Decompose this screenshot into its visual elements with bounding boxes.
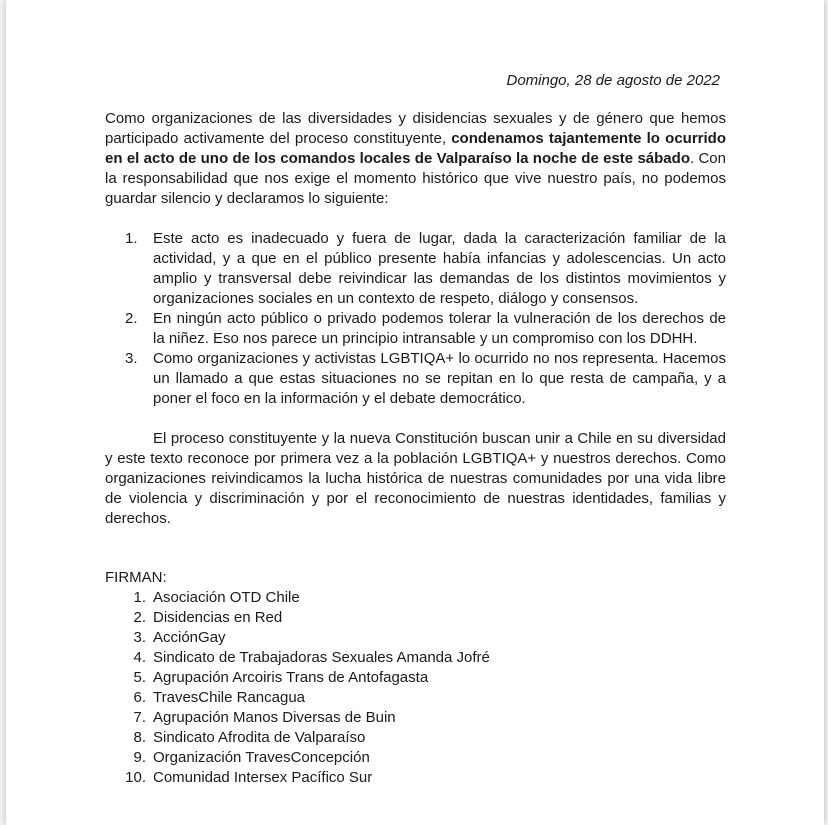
signer-item [105, 768, 726, 788]
declaration-number: 2. [125, 310, 138, 327]
declaration-text: Este acto es inadecuado y fuera de lugar, dada la caracterización familiar de la actividad, y a que en el público presente había infancias y adolescencias. Un acto amplio y transversal debe reivindicar las demandas de los distintos movimientos y organizaciones sociales en un contexto de respeto, diálogo y consensos. [153, 230, 726, 307]
signer-number: 1. [133, 589, 146, 606]
signer-item [105, 728, 726, 748]
signer-item [105, 668, 726, 688]
signer-number: 7. [133, 709, 146, 726]
signer-name: Agrupación Manos Diversas de Buin [153, 709, 396, 726]
signer-number: 8. [133, 729, 146, 746]
signer-name: Sindicato Afrodita de Valparaíso [153, 729, 366, 746]
intro-tail: . Con la responsabilidad que nos exige el momento histórico que vive nuestro país, no podemos guardar silencio y declaramos lo siguiente: [105, 150, 726, 207]
signers-heading: FIRMAN: [105, 569, 167, 586]
signer-name: Disidencias en Red [153, 609, 283, 626]
signers-list [105, 588, 726, 788]
signer-item [105, 648, 726, 668]
signer-name: Comunidad Intersex Pacífico Sur [153, 769, 373, 786]
intro-paragraph [105, 109, 726, 209]
signer-item [105, 708, 726, 728]
signer-name: Asociación OTD Chile [153, 589, 300, 606]
signer-number: 10. [125, 769, 146, 786]
declaration-item [105, 349, 726, 409]
intro-lead: Como organizaciones de las diversidades y disidencias sexuales y de género que hemos participado activamente del proceso constituyente, [105, 110, 726, 147]
signer-name: AcciónGay [153, 629, 226, 646]
declaration-number: 1. [125, 230, 138, 247]
signer-number: 2. [133, 609, 146, 626]
signer-item [105, 688, 726, 708]
declaration-list [105, 229, 726, 409]
declaration-item [105, 229, 726, 309]
signer-name: Agrupación Arcoiris Trans de Antofagasta [153, 669, 429, 686]
signer-item [105, 748, 726, 768]
signer-item [105, 628, 726, 648]
declaration-text: En ningún acto público o privado podemos tolerar la vulneración de los derechos de la niñez. Eso nos parece un principio intransable y un compromiso con los DDHH. [153, 310, 726, 347]
closing-paragraph: El proceso constituyente y la nueva Constitución buscan unir a Chile en su diversidad y este texto reconoce por primera vez a la población LGBTIQA+ y nuestros derechos. Como organizaciones reivindicamos la lucha histórica de nuestras comunidades por una vida libre de violencia y discriminación y por el reconocimiento de nuestras identidades, familias y derechos. [105, 430, 726, 527]
intro-bold-statement: condenamos tajantemente lo ocurrido en el acto de uno de los comandos locales de Valparaíso la noche de este sábado [105, 130, 726, 167]
signer-number: 6. [133, 689, 146, 706]
signer-number: 5. [133, 669, 146, 686]
declaration-item [105, 309, 726, 349]
document-date: Domingo, 28 de agosto de 2022 [506, 72, 720, 89]
signer-item [105, 588, 726, 608]
signer-number: 4. [133, 649, 146, 666]
signer-number: 9. [133, 749, 146, 766]
declaration-number: 3. [125, 350, 138, 367]
signer-number: 3. [133, 629, 146, 646]
declaration-text: Como organizaciones y activistas LGBTIQA+ lo ocurrido no nos representa. Hacemos un llamado a que estas situaciones no se repitan en lo que resta de campaña, y a poner el foco en la información y el debate democrático. [153, 350, 726, 407]
signer-name: Organización TravesConcepción [153, 749, 370, 766]
signer-name: Sindicato de Trabajadoras Sexuales Amanda Jofré [153, 649, 490, 666]
signer-item [105, 608, 726, 628]
document-page [6, 0, 824, 825]
signer-name: TravesChile Rancagua [153, 689, 306, 706]
